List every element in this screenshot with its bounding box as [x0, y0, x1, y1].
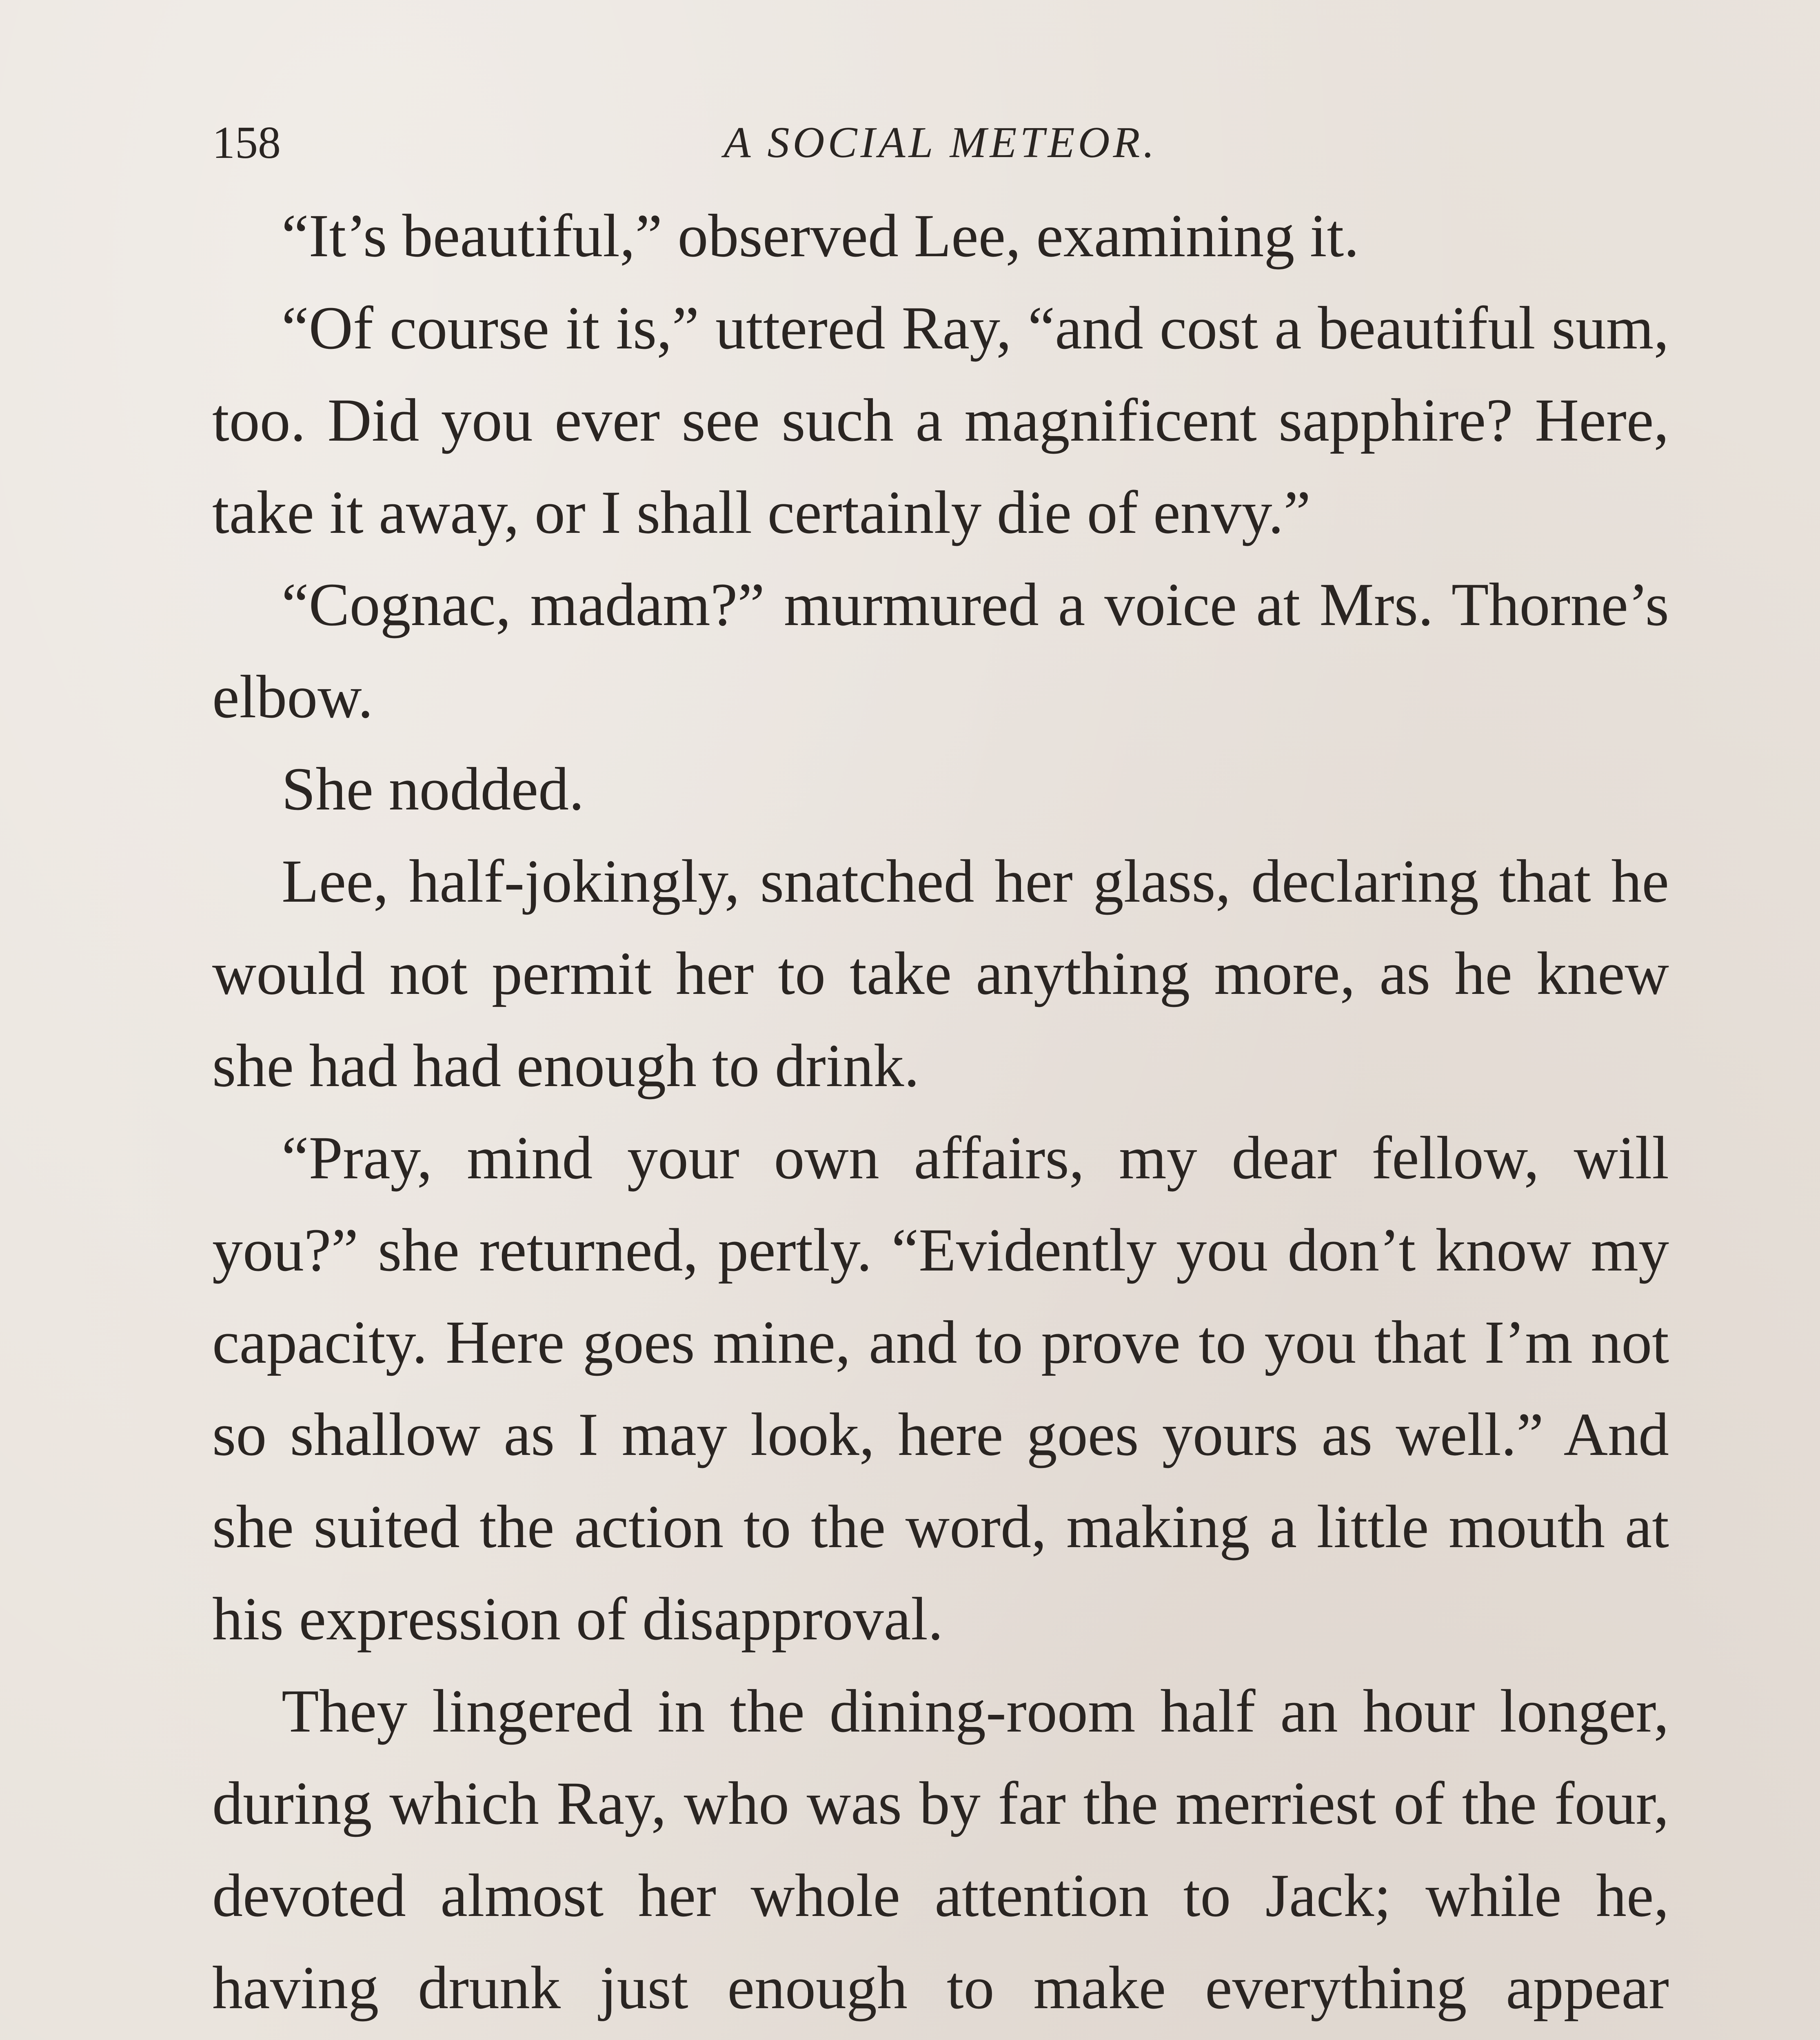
paragraph — [212, 1665, 1669, 2040]
page-number: 158 — [212, 118, 281, 168]
paragraph: “Of course it is,” uttered Ray, “and cost a beautiful sum, too. Did you ever see such a magnificent sapphire? Here, take it away, or I shall certainly die of envy.” — [212, 294, 1669, 546]
paragraph: Lee, half-jokingly, snatched her glass, declaring that he would not permit her to take anything more, as he knew she had had enough to drink. — [212, 847, 1669, 1100]
running-title: A SOCIAL METEOR. — [724, 118, 1158, 167]
page-header — [212, 110, 1669, 175]
paragraph: She nodded. — [282, 755, 584, 823]
paragraph: “Pray, mind your own affairs, my dear fellow, will you?” she returned, pertly. “Evidently you don’t know my capacity. Here goes mine, and to prove to you that I’m not so shallow as I may look, here goes yours as well.” And she suited the action to the word, making a little mouth at his expression of disapproval. — [212, 1124, 1669, 1653]
text-body — [212, 190, 1669, 2040]
paragraph: “It’s beautiful,” observed Lee, examining it. — [282, 202, 1359, 270]
paragraph-text: They lingered in the dining-room half an hour longer, during which Ray, who was by far the merriest of the four, devoted almost her whole attention to Jack; while he, having drunk just enough to make everything appear — [212, 1677, 1669, 2022]
paragraph: “Cognac, madam?” murmured a voice at Mrs. Thorne’s elbow. — [212, 571, 1669, 731]
